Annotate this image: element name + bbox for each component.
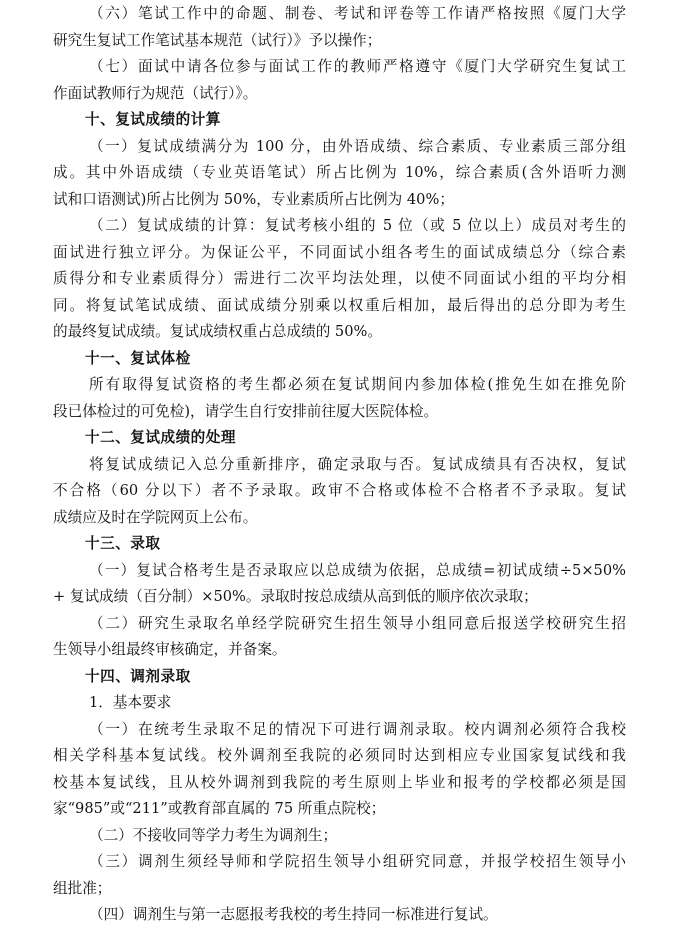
paragraph-line: （七）面试中请各位参与面试工作的教师严格遵守《厦门大学研究生复试工 <box>89 58 626 75</box>
paragraph-line: 段已体检过的可免检)，请学生自行安排前往厦大医院体检。 <box>53 402 439 420</box>
paragraph-line: 研究生复试工作笔试基本规范（试行）》予以操作； <box>53 31 382 49</box>
paragraph-line: 试和口语测试)所占比例为 50%，专业素质所占比例为 40%； <box>53 190 454 208</box>
paragraph-line: （二）不接收同等学力考生为调剂生； <box>89 826 338 844</box>
paragraph-line: 将复试成绩记入总分重新排序，确定录取与否。复试成绩具有否决权，复试 <box>89 455 626 473</box>
section-heading: 十三、录取 <box>85 535 161 552</box>
paragraph-line: （六）笔试工作中的命题、制卷、考试和评卷等工作请严格按照《厦门大学 <box>89 5 626 22</box>
paragraph-line: 家“985”或“211”或教育部直属的 75 所重点院校； <box>53 800 386 817</box>
paragraph-line: 生领导小组最终审核确定，并备案。 <box>53 641 287 658</box>
section-heading: 十、复试成绩的计算 <box>85 111 221 128</box>
paragraph-line: 作面试教师行为规范（试行）》。 <box>53 84 258 102</box>
section-heading: 十一、复试体检 <box>85 349 191 367</box>
paragraph-line: 不合格（60 分以下）者不予录取。政审不合格或体检不合格者不予录取。复试 <box>53 482 626 499</box>
paragraph-line: 组批准； <box>53 879 112 897</box>
paragraph-line: （二）复试成绩的计算：复试考核小组的 5 位（或 5 位以上）成员对考生的 <box>89 217 626 234</box>
paragraph-line: （一）复试成绩满分为 100 分，由外语成绩、综合素质、专业素质三部分组 <box>89 137 626 155</box>
paragraph-line: （三）调剂生须经导师和学院招生领导小组研究同意，并报学校招生领导小 <box>89 853 626 870</box>
paragraph-line: （一）复试合格考生是否录取应以总成绩为依据，总成绩=初试成绩÷5×50% <box>89 561 626 579</box>
paragraph-line: + 复试成绩（百分制）×50%。录取时按总成绩从高到低的顺序依次录取； <box>53 588 538 605</box>
paragraph-line: 面试进行独立评分。为保证公平，不同面试小组各考生的面试成绩总分（综合素 <box>53 243 626 261</box>
paragraph-line: （四）调剂生与第一志愿报考我校的考生持同一标准进行复试。 <box>89 906 498 923</box>
paragraph-line: 的最终复试成绩。复试成绩权重占总成绩的 50%。 <box>53 323 382 340</box>
paragraph-line: 所有取得复试资格的考生都必须在复试期间内参加体检(推免生如在推免阶 <box>89 376 626 393</box>
paragraph-line: 1．基本要求 <box>89 694 172 711</box>
paragraph-line: 同。将复试笔试成绩、面试成绩分别乘以权重后相加，最后得出的总分即为考生 <box>53 296 626 314</box>
section-heading: 十四、调剂录取 <box>85 667 191 685</box>
paragraph-line: 校基本复试线，且从校外调剂到我院的考生原则上毕业和报考的学校都必须是国 <box>53 773 626 791</box>
paragraph-line: （二）研究生录取名单经学院研究生招生领导小组同意后报送学校研究生招 <box>89 614 626 632</box>
section-heading: 十二、复试成绩的处理 <box>85 429 236 446</box>
paragraph-line: 成绩应及时在学院网页上公布。 <box>53 508 258 526</box>
paragraph-line: （一）在统考生录取不足的情况下可进行调剂录取。校内调剂必须符合我校 <box>89 720 626 738</box>
paragraph-line: 成。其中外语成绩（专业英语笔试）所占比例为 10%，综合素质(含外语听力测 <box>53 164 626 181</box>
paragraph-line: 质得分和专业素质得分）需进行二次平均法处理，以使不同面试小组的平均分相 <box>53 270 626 287</box>
paragraph-line: 相关学科基本复试线。校外调剂至我院的必须同时达到相应专业国家复试线和我 <box>53 747 626 764</box>
